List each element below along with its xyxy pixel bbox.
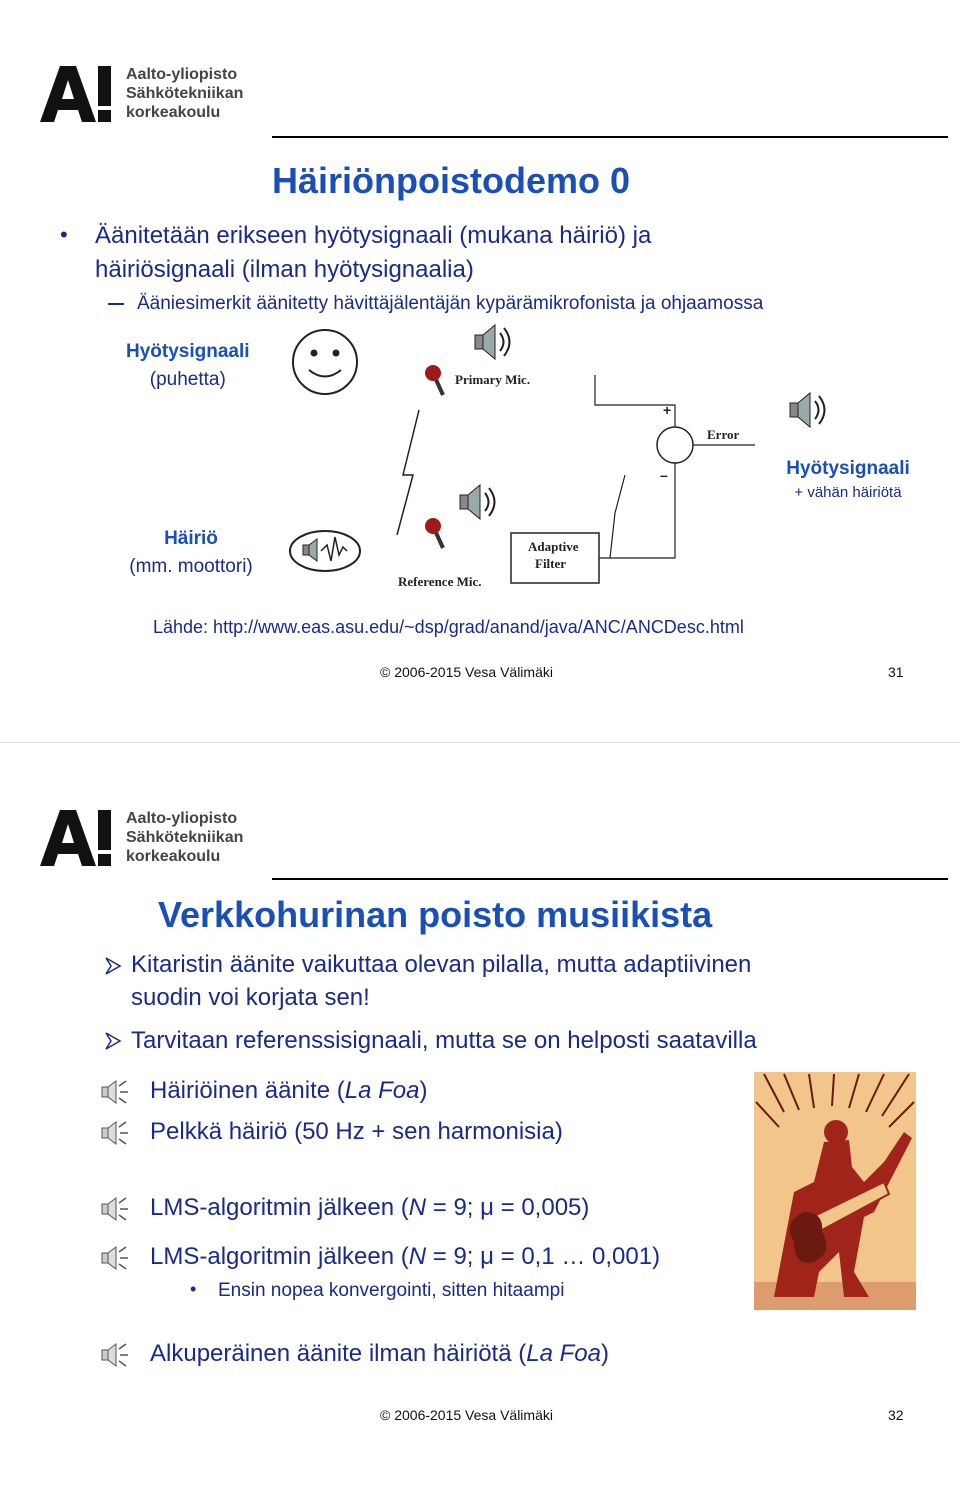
audio-1-text-c: ): [419, 1077, 428, 1104]
speaker-icon[interactable]: [100, 1195, 130, 1223]
anc-diagram: [285, 315, 885, 615]
logo-line-3: korkeakoulu: [126, 848, 221, 865]
diagram-error-label: Error: [707, 427, 740, 442]
smiley-face-icon: [293, 330, 357, 394]
sub-bullet-dot: •: [190, 1279, 197, 1299]
source-link[interactable]: Lähde: http://www.eas.asu.edu/~dsp/grad/anand/java/ANC/ANCDesc.html: [153, 617, 744, 637]
signal-label-title: Hyötysignaali: [126, 341, 250, 362]
slide-32: [0, 744, 960, 1489]
output-label-title: Hyötysignaali: [786, 458, 910, 479]
noise-label-sub: (mm. moottori): [129, 556, 253, 577]
diagram-plus: +: [663, 402, 672, 418]
audio-3-text-a: LMS-algoritmin jälkeen (: [150, 1194, 409, 1221]
signal-label: [126, 338, 250, 394]
audio-1-text-a: Häiriöinen äänite (: [150, 1077, 345, 1104]
output-label-sub: + vähän häiriötä: [794, 484, 902, 501]
noise-label-title: Häiriö: [164, 528, 218, 549]
audio-2-text: Pelkkä häiriö (50 Hz + sen harmonisia): [150, 1118, 563, 1145]
slide-title: Verkkohurinan poisto musiikista: [158, 894, 713, 935]
noise-source-icon: [290, 531, 360, 571]
speaker-icon[interactable]: [100, 1078, 130, 1106]
aalto-logo-mark-icon: [38, 64, 114, 124]
bullet-line-2: häiriösignaali (ilman hyötysignaalia): [95, 256, 474, 283]
primary-wire: [595, 375, 675, 427]
audio-4-sub-text: Ensin nopea konvergointi, sitten hitaampi: [218, 1280, 565, 1301]
speaker-icon[interactable]: [100, 1341, 130, 1369]
diagram-primary-label: Primary Mic.: [455, 372, 531, 387]
footer-copyright: © 2006-2015 Vesa Välimäki: [380, 664, 553, 680]
arrow-bullet-icon: [104, 1031, 122, 1051]
audio-1-text-b: La Foa: [344, 1077, 420, 1104]
bullet-1-line-2: suodin voi korjata sen!: [131, 984, 370, 1011]
audio-4-text-a: LMS-algoritmin jälkeen (: [150, 1243, 409, 1270]
audio-5-text-b: La Foa: [526, 1340, 601, 1367]
speaker-output-icon: [790, 393, 825, 427]
logo-line-1: Aalto-yliopisto: [126, 66, 238, 83]
page-number: 32: [888, 1407, 904, 1423]
primary-mic-icon: [425, 365, 443, 395]
logo-line-3: korkeakoulu: [126, 104, 221, 121]
diagram-filter-line-2: Filter: [535, 556, 567, 571]
error-feedback-wire: [610, 475, 625, 558]
diagram-filter-line-1: Adaptive: [528, 539, 579, 554]
guitarist-illustration-icon: [754, 1072, 916, 1310]
arrow-bullet-icon: [104, 956, 122, 976]
speaker-icon[interactable]: [100, 1244, 130, 1272]
bullet-line-1: Äänitetään erikseen hyötysignaali (mukana häiriö) ja: [95, 222, 652, 249]
bullet-text: [95, 219, 651, 287]
audio-4-text-b: N: [408, 1243, 427, 1270]
noise-path-line: [397, 410, 419, 535]
footer-copyright: © 2006-2015 Vesa Välimäki: [380, 1407, 553, 1423]
aalto-logo-mark-icon: [38, 808, 114, 868]
audio-5-text-a: Alkuperäinen äänite ilman häiriötä (: [150, 1340, 527, 1367]
audio-3-text-c: = 9; μ = 0,005): [426, 1194, 590, 1221]
header-rule: [272, 136, 948, 138]
slide-divider: [0, 742, 960, 743]
slide-31: [0, 0, 960, 730]
audio-4-text-c: = 9; μ = 0,1 … 0,001): [426, 1243, 661, 1270]
reference-mic-icon: [425, 518, 443, 548]
bullet-2: Tarvitaan referenssisignaali, mutta se on helposti saatavilla: [131, 1027, 757, 1054]
page-number: 31: [888, 664, 904, 680]
bullet-dot: •: [60, 222, 68, 247]
bullet-1-line-1: Kitaristin äänite vaikuttaa olevan pilalla, mutta adaptiivinen: [131, 951, 752, 978]
sub-bullet-dash: [108, 303, 124, 305]
logo-line-1: Aalto-yliopisto: [126, 810, 238, 827]
aalto-logo: [38, 62, 298, 126]
slide-title: Häiriönpoistodemo 0: [272, 160, 631, 201]
sub-bullet-text: Ääniesimerkit äänitetty hävittäjälentäjän kypärämikrofonista ja ohjaamossa: [137, 293, 764, 314]
bullet-1: [131, 948, 751, 1014]
signal-label-sub: (puhetta): [149, 369, 226, 390]
diagram-reference-label: Reference Mic.: [398, 574, 482, 589]
summing-junction: [657, 427, 693, 463]
audio-3-text-b: N: [408, 1194, 427, 1221]
logo-line-2: Sähkötekniikan: [126, 829, 244, 846]
speaker-icon[interactable]: [100, 1119, 130, 1147]
logo-line-2: Sähkötekniikan: [126, 85, 244, 102]
aalto-logo-2: [38, 806, 298, 870]
speaker-middle-icon: [460, 485, 495, 519]
noise-label: [116, 525, 266, 581]
diagram-minus: –: [660, 467, 668, 483]
audio-5-text-c: ): [600, 1340, 609, 1367]
header-rule: [272, 878, 948, 880]
speaker-top-icon: [475, 325, 510, 359]
